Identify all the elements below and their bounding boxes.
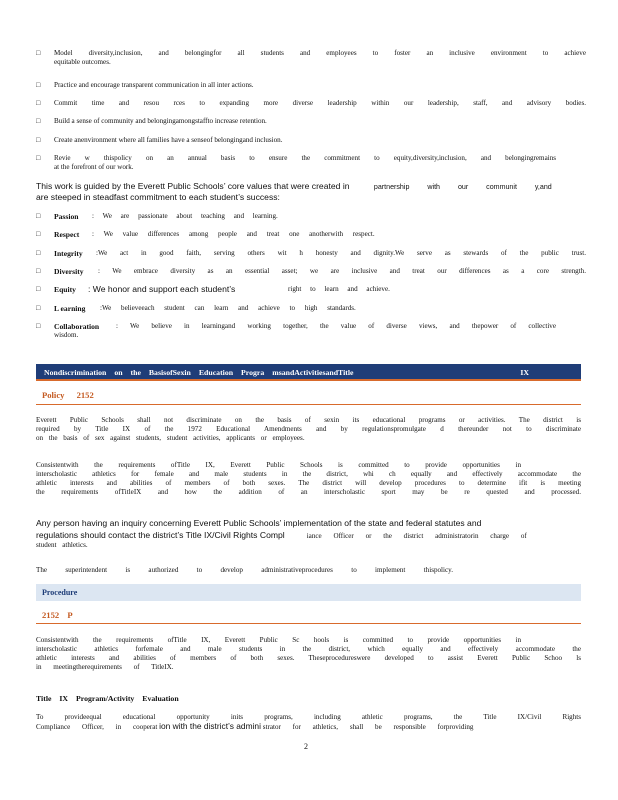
paragraph-line: the requirements ofTitleIX and how the addition of an interscholastic sport may be re quested and processed. [36, 488, 581, 496]
bullet-marker-icon: □ [36, 154, 41, 162]
core-value-name: L earning [54, 304, 86, 313]
core-value-name: Respect [54, 230, 80, 239]
inquiry-line: student athletics. [36, 541, 88, 549]
core-value-item [36, 267, 586, 276]
policy-heading: Policy 2152 [36, 390, 581, 405]
paragraph-line: Consistentwith the requirements ofTitle IX, Everett Public Sc hools is committed to provide opportunities in [36, 636, 521, 644]
core-value-desc: : We value differences among people and treat one anotherwith respect. [92, 230, 375, 238]
procedure-paragraph [36, 636, 581, 672]
bullet-marker-icon: □ [36, 99, 41, 107]
list-item-text-cont: equitable outcomes. [54, 58, 111, 66]
bullet-marker-icon: □ [36, 136, 41, 144]
list-item [36, 99, 586, 108]
list-item [36, 49, 586, 67]
core-value-item [36, 285, 586, 295]
list-item [36, 136, 586, 145]
bullet-marker-icon: □ [36, 285, 41, 293]
core-value-item [36, 212, 586, 221]
core-value-name: Collaboration [54, 322, 100, 331]
core-value-desc: : We are passionate about teaching and learning. [92, 212, 278, 220]
paragraph-line: interscholastic athletics forfemale and male students in the district, which equally and effectively accommodate the [36, 645, 581, 653]
policy-paragraph [36, 416, 581, 443]
superintendent-paragraph [36, 566, 581, 575]
paragraph-line: Everett Public Schools shall not discriminate on the basis of sexin its educational programs or activities. The district is [36, 416, 581, 424]
bullet-marker-icon: □ [36, 81, 41, 89]
list-item [36, 154, 586, 172]
section-title-suffix: IX [520, 368, 529, 377]
paragraph-line: Consistentwith the requirements ofTitle IX, Everett Public Schools is committed to provide opportunities in [36, 461, 521, 469]
core-value-name: Integrity [54, 249, 83, 258]
bullet-marker-icon: □ [36, 322, 41, 330]
intro-text: This work is guided by the Everett Public Schools’ core values that were created in [36, 181, 350, 191]
core-value-desc-cont: wisdom. [54, 331, 79, 339]
list-item-text: Model diversity,inclusion, and belongingfor all students and employees to foster an inclusive environment to achieve [54, 49, 586, 57]
core-value-item [36, 322, 586, 340]
inquiry-text: regulations should contact the district’s Title IX/Civil Rights Compl [36, 530, 285, 540]
paragraph-line: To provideequal educational opportunity inits programs, including athletic programs, the Title IX/Civil Rights [36, 713, 581, 721]
evaluation-paragraph [36, 713, 581, 732]
bullet-marker-icon: □ [36, 49, 41, 57]
core-value-item [36, 230, 586, 239]
list-item-text: Build a sense of community and belongingamongstaffto increase retention. [54, 117, 267, 125]
bullet-marker-icon: □ [36, 230, 41, 238]
section-header-bar [36, 364, 581, 381]
list-item-text-cont: at the forefront of our work. [54, 163, 134, 171]
list-item-text: Practice and encourage transparent communication in all inter actions. [54, 81, 254, 89]
paragraph-text: Compliance Officer, in cooperat [36, 723, 158, 731]
procedure-header-bar: Procedure [36, 584, 581, 601]
core-value-item [36, 249, 586, 258]
core-values-intro [36, 181, 586, 202]
paragraph-line: on the basis of sex against students, student activities, applicants or employees. [36, 434, 305, 442]
paragraph-line: The superintendent is authorized to develop administrativeprocedures to implement thispolicy. [36, 566, 453, 574]
paragraph-text-emphasis: ion with the district’s admini [159, 721, 261, 731]
bullet-marker-icon: □ [36, 117, 41, 125]
page-number: 2 [304, 742, 308, 751]
paragraph-line: athletic interests and abilities of members of both sexes. The district will develop procedures to determine ifit is meeting [36, 479, 581, 487]
subsection-heading: Title IX Program/Activity Evaluation [36, 694, 179, 703]
core-value-name: Passion [54, 212, 79, 221]
core-value-desc: :We believeeach student can learn and achieve to high standards. [100, 304, 356, 312]
core-value-desc: : We embrace diversity as an essential asset; we are inclusive and treat our differences as a core strength. [98, 267, 586, 275]
list-item [36, 81, 586, 90]
paragraph-text: strator for athletics, shall be responsible forproviding [262, 723, 474, 731]
inquiry-line [36, 528, 581, 541]
core-value-item [36, 304, 586, 313]
core-value-name: Diversity [54, 267, 84, 276]
section-title: Nondiscrimination on the BasisofSexin Education Progra msandActivitiesandTitle [44, 368, 354, 377]
intro-text-line2: are steeped in steadfast commitment to each student’s success: [36, 192, 280, 202]
bullet-marker-icon: □ [36, 249, 41, 257]
core-value-name: Equity [54, 285, 76, 294]
core-value-desc: :We act in good faith, serving others wit h honesty and dignity.We serve as stewards of the public trust. [96, 249, 586, 257]
list-item-text: Commit time and resou rces to expanding more diverse leadership within our leadership, staff, and advisory bodies. [54, 99, 586, 107]
list-item [36, 117, 586, 126]
paragraph-line: in meetingtherequirements of TitleIX. [36, 663, 174, 671]
procedure-number-heading: 2152 P [36, 610, 581, 624]
paragraph-line [36, 722, 581, 732]
core-value-desc: : We believe in learningand working together, the value of diverse views, and thepower of collective [116, 322, 556, 330]
paragraph-line: athletic interests and abilities of members of both sexes. Theseprocedureswere developed to assist Everett Public Schoo ls [36, 654, 581, 662]
inquiry-text-small: iance Officer or the district administratorin charge of [306, 532, 527, 540]
core-value-desc-emphasis: : We honor and support each student’s [88, 284, 236, 294]
bullet-marker-icon: □ [36, 267, 41, 275]
bullet-marker-icon: □ [36, 212, 41, 220]
paragraph-line: interscholastic athletics for female and male students in the district, whi ch equally and effectively accommodate the [36, 470, 581, 478]
paragraph-line: required by Title IX of the 1972 Educational Amendments and by regulationspromulgate d thereunder not to discriminate [36, 425, 581, 433]
inquiry-line: Any person having an inquiry concerning Everett Public Schools’ implementation of the state and federal statutes and [36, 518, 482, 528]
list-item-text: Create anenvironment where all families have a senseof belongingand inclusion. [54, 136, 283, 144]
list-item-text: Revie w thispolicy on an annual basis to ensure the commitment to equity,diversity,inclusion, and belongingremains [54, 154, 556, 162]
inquiry-paragraph [36, 518, 581, 550]
intro-text-small: partnership with our communit y,and [373, 183, 552, 191]
bullet-marker-icon: □ [36, 304, 41, 312]
core-value-desc: right to learn and achieve. [288, 285, 390, 293]
policy-paragraph [36, 461, 581, 497]
